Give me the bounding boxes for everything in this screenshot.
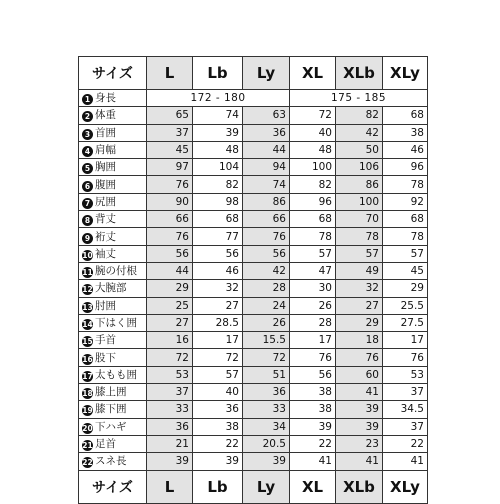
value-cell-lb: 74 xyxy=(193,107,243,124)
value-cell-ly: 20.5 xyxy=(243,435,290,452)
row-label xyxy=(79,366,147,383)
value-cell-xlb: 18 xyxy=(336,332,383,349)
value-cell-lb: 46 xyxy=(193,262,243,279)
value-cell-lb: 48 xyxy=(193,141,243,158)
measurement-row xyxy=(79,262,428,279)
value-cell-ly: 28 xyxy=(243,280,290,297)
row-label xyxy=(79,418,147,435)
measurement-row xyxy=(79,349,428,366)
row-label xyxy=(79,193,147,210)
row-label-text: 股下 xyxy=(95,351,116,364)
value-cell-l: 44 xyxy=(147,262,193,279)
measurement-row xyxy=(79,159,428,176)
row-label-text: 足首 xyxy=(95,438,116,451)
value-cell-xly: 37 xyxy=(383,418,428,435)
value-cell-ly: 76 xyxy=(243,228,290,245)
measurement-row xyxy=(79,332,428,349)
value-cell-xl: 38 xyxy=(290,384,336,401)
row-label xyxy=(79,107,147,124)
value-cell-ly: 94 xyxy=(243,159,290,176)
row-label-text: 裄丈 xyxy=(95,230,116,243)
row-label xyxy=(79,141,147,158)
number-badge-icon: 13 xyxy=(82,302,93,312)
value-cell-l: 45 xyxy=(147,141,193,158)
value-cell-l: 56 xyxy=(147,245,193,262)
number-badge-icon: 16 xyxy=(82,354,93,364)
number-badge-icon: 18 xyxy=(82,389,93,399)
value-cell-xl: 17 xyxy=(290,332,336,349)
row-label-text: 膝上囲 xyxy=(95,386,127,399)
header-size-l: L xyxy=(147,57,193,90)
value-cell-l: 76 xyxy=(147,176,193,193)
value-cell-ly: 66 xyxy=(243,211,290,228)
value-cell-ly: 36 xyxy=(243,384,290,401)
value-cell-xlb: 76 xyxy=(336,349,383,366)
row-label-text: 胸囲 xyxy=(95,161,116,174)
value-cell-xlb: 49 xyxy=(336,262,383,279)
header-size-lb: Lb xyxy=(193,57,243,90)
measurement-row xyxy=(79,228,428,245)
value-cell-xl: 56 xyxy=(290,366,336,383)
value-cell-xlb: 70 xyxy=(336,211,383,228)
value-cell-l: 33 xyxy=(147,401,193,418)
value-cell-xly: 68 xyxy=(383,211,428,228)
measurement-row xyxy=(79,107,428,124)
number-badge-icon: 11 xyxy=(82,268,93,278)
value-cell-xl: 48 xyxy=(290,141,336,158)
value-cell-ly: 26 xyxy=(243,314,290,331)
size-chart-table xyxy=(78,56,428,504)
row-label xyxy=(79,90,147,107)
value-cell-xly: 25.5 xyxy=(383,297,428,314)
value-cell-lb: 56 xyxy=(193,245,243,262)
row-label xyxy=(79,453,147,470)
value-cell-xly: 27.5 xyxy=(383,314,428,331)
row-label xyxy=(79,349,147,366)
measurement-row xyxy=(79,453,428,470)
row-label-text: 太もも囲 xyxy=(95,368,137,381)
value-cell-xl: 100 xyxy=(290,159,336,176)
number-badge-icon: 9 xyxy=(82,233,93,244)
value-cell-lb: 38 xyxy=(193,418,243,435)
value-cell-lb: 68 xyxy=(193,211,243,228)
header-size-xly: XLy xyxy=(383,57,428,90)
value-cell-xlb: 106 xyxy=(336,159,383,176)
value-cell-lb: 39 xyxy=(193,124,243,141)
footer-size-l: L xyxy=(147,470,193,503)
number-badge-icon: 12 xyxy=(82,285,93,295)
value-cell-l: 39 xyxy=(147,453,193,470)
row-label-text: 体重 xyxy=(95,109,116,122)
header-size-label: サイズ xyxy=(79,57,147,90)
value-cell-xlb: 41 xyxy=(336,384,383,401)
value-cell-xly: 17 xyxy=(383,332,428,349)
value-cell-l: 66 xyxy=(147,211,193,228)
row-label xyxy=(79,435,147,452)
number-badge-icon: 6 xyxy=(82,181,93,192)
value-cell-xly: 78 xyxy=(383,176,428,193)
measurement-row xyxy=(79,193,428,210)
number-badge-icon: 7 xyxy=(82,198,93,209)
measurement-row xyxy=(79,141,428,158)
value-cell-l: 29 xyxy=(147,280,193,297)
value-cell-lb: 104 xyxy=(193,159,243,176)
number-badge-icon: 21 xyxy=(82,441,93,451)
value-cell-xl: 30 xyxy=(290,280,336,297)
value-cell-xly: 46 xyxy=(383,141,428,158)
value-cell-ly: 44 xyxy=(243,141,290,158)
value-cell-lb: 39 xyxy=(193,453,243,470)
row-label-text: 袖丈 xyxy=(95,247,116,260)
row-label xyxy=(79,280,147,297)
value-cell-xlb: 42 xyxy=(336,124,383,141)
value-cell-xly: 41 xyxy=(383,453,428,470)
measurement-row xyxy=(79,401,428,418)
value-cell-l: 90 xyxy=(147,193,193,210)
value-cell-xl: 39 xyxy=(290,418,336,435)
row-label-text: 背丈 xyxy=(95,213,116,226)
row-label xyxy=(79,314,147,331)
value-cell-xlb: 39 xyxy=(336,418,383,435)
value-cell-xly: 29 xyxy=(383,280,428,297)
value-cell-xlb: 78 xyxy=(336,228,383,245)
row-label-text: 膝下囲 xyxy=(95,403,127,416)
value-cell-ly: 51 xyxy=(243,366,290,383)
number-badge-icon: 20 xyxy=(82,423,93,433)
header-row xyxy=(79,57,428,90)
value-cell-lb: 72 xyxy=(193,349,243,366)
header-size-xlb: XLb xyxy=(336,57,383,90)
value-cell-xl: 28 xyxy=(290,314,336,331)
value-cell-ly: 86 xyxy=(243,193,290,210)
number-badge-icon: 14 xyxy=(82,320,93,329)
value-cell-xl: 40 xyxy=(290,124,336,141)
row-label-text: 肩幅 xyxy=(95,144,116,157)
number-badge-icon: 1 xyxy=(82,94,93,105)
value-cell-l: 36 xyxy=(147,418,193,435)
row-label-text: 尻囲 xyxy=(95,195,116,208)
value-cell-xly: 37 xyxy=(383,384,428,401)
value-cell-l: 27 xyxy=(147,314,193,331)
row-label xyxy=(79,245,147,262)
row-label-text: 身長 xyxy=(95,92,116,105)
number-badge-icon: 10 xyxy=(82,250,93,260)
value-cell-xl: 76 xyxy=(290,349,336,366)
height-range-xl: 175 - 185 xyxy=(290,90,428,107)
value-cell-l: 76 xyxy=(147,228,193,245)
value-cell-xlb: 32 xyxy=(336,280,383,297)
value-cell-xly: 38 xyxy=(383,124,428,141)
row-label-text: 下ハギ xyxy=(95,420,127,433)
number-badge-icon: 3 xyxy=(82,129,93,140)
number-badge-icon: 22 xyxy=(82,458,93,468)
row-label xyxy=(79,159,147,176)
value-cell-xlb: 41 xyxy=(336,453,383,470)
value-cell-xlb: 50 xyxy=(336,141,383,158)
value-cell-l: 16 xyxy=(147,332,193,349)
value-cell-xl: 47 xyxy=(290,262,336,279)
row-label-text: 肘囲 xyxy=(95,299,116,312)
value-cell-l: 97 xyxy=(147,159,193,176)
row-label xyxy=(79,176,147,193)
value-cell-lb: 27 xyxy=(193,297,243,314)
row-label xyxy=(79,401,147,418)
value-cell-ly: 63 xyxy=(243,107,290,124)
footer-size-xlb: XLb xyxy=(336,470,383,503)
value-cell-xly: 45 xyxy=(383,262,428,279)
value-cell-xly: 76 xyxy=(383,349,428,366)
value-cell-ly: 36 xyxy=(243,124,290,141)
value-cell-xly: 53 xyxy=(383,366,428,383)
measurement-row xyxy=(79,314,428,331)
value-cell-lb: 77 xyxy=(193,228,243,245)
value-cell-xl: 96 xyxy=(290,193,336,210)
row-label-text: スネ長 xyxy=(95,455,127,468)
value-cell-xl: 78 xyxy=(290,228,336,245)
value-cell-ly: 24 xyxy=(243,297,290,314)
measurement-row xyxy=(79,176,428,193)
row-label-text: 大腕部 xyxy=(95,282,127,295)
measurement-row xyxy=(79,418,428,435)
number-badge-icon: 5 xyxy=(82,163,93,174)
value-cell-xly: 96 xyxy=(383,159,428,176)
value-cell-xl: 68 xyxy=(290,211,336,228)
row-label xyxy=(79,228,147,245)
value-cell-l: 37 xyxy=(147,384,193,401)
footer-row xyxy=(79,470,428,503)
value-cell-xly: 57 xyxy=(383,245,428,262)
footer-size-ly: Ly xyxy=(243,470,290,503)
value-cell-xlb: 29 xyxy=(336,314,383,331)
measurement-row xyxy=(79,297,428,314)
value-cell-xl: 26 xyxy=(290,297,336,314)
row-label xyxy=(79,124,147,141)
value-cell-lb: 40 xyxy=(193,384,243,401)
value-cell-ly: 56 xyxy=(243,245,290,262)
value-cell-ly: 33 xyxy=(243,401,290,418)
measurement-row xyxy=(79,435,428,452)
value-cell-xly: 34.5 xyxy=(383,401,428,418)
footer-size-lb: Lb xyxy=(193,470,243,503)
value-cell-ly: 34 xyxy=(243,418,290,435)
value-cell-ly: 39 xyxy=(243,453,290,470)
value-cell-xl: 82 xyxy=(290,176,336,193)
row-label-text: 腕の付根 xyxy=(95,265,137,278)
number-badge-icon: 19 xyxy=(82,406,93,416)
value-cell-xlb: 100 xyxy=(336,193,383,210)
value-cell-lb: 98 xyxy=(193,193,243,210)
value-cell-lb: 82 xyxy=(193,176,243,193)
number-badge-icon: 4 xyxy=(82,146,93,157)
height-row xyxy=(79,90,428,107)
measurement-row xyxy=(79,211,428,228)
value-cell-xly: 92 xyxy=(383,193,428,210)
row-label xyxy=(79,211,147,228)
value-cell-l: 25 xyxy=(147,297,193,314)
row-label xyxy=(79,384,147,401)
measurement-row xyxy=(79,366,428,383)
value-cell-ly: 74 xyxy=(243,176,290,193)
value-cell-lb: 57 xyxy=(193,366,243,383)
value-cell-xlb: 27 xyxy=(336,297,383,314)
number-badge-icon: 15 xyxy=(82,337,93,347)
measurement-row xyxy=(79,280,428,297)
row-label-text: 手首 xyxy=(95,334,116,347)
value-cell-xl: 41 xyxy=(290,453,336,470)
row-label xyxy=(79,297,147,314)
number-badge-icon: 17 xyxy=(82,371,93,381)
measurement-row xyxy=(79,245,428,262)
value-cell-xl: 72 xyxy=(290,107,336,124)
value-cell-xly: 22 xyxy=(383,435,428,452)
value-cell-l: 21 xyxy=(147,435,193,452)
value-cell-xlb: 23 xyxy=(336,435,383,452)
value-cell-xlb: 82 xyxy=(336,107,383,124)
value-cell-xly: 68 xyxy=(383,107,428,124)
value-cell-lb: 17 xyxy=(193,332,243,349)
value-cell-l: 37 xyxy=(147,124,193,141)
height-range-l: 172 - 180 xyxy=(147,90,290,107)
value-cell-xl: 38 xyxy=(290,401,336,418)
number-badge-icon: 2 xyxy=(82,111,93,122)
value-cell-xl: 57 xyxy=(290,245,336,262)
value-cell-xlb: 60 xyxy=(336,366,383,383)
footer-size-xl: XL xyxy=(290,470,336,503)
header-size-xl: XL xyxy=(290,57,336,90)
value-cell-xlb: 39 xyxy=(336,401,383,418)
value-cell-lb: 32 xyxy=(193,280,243,297)
value-cell-xlb: 86 xyxy=(336,176,383,193)
value-cell-xly: 78 xyxy=(383,228,428,245)
value-cell-lb: 36 xyxy=(193,401,243,418)
value-cell-l: 53 xyxy=(147,366,193,383)
row-label-text: 腹囲 xyxy=(95,178,116,191)
value-cell-lb: 28.5 xyxy=(193,314,243,331)
footer-size-label: サイズ xyxy=(79,470,147,503)
header-size-ly: Ly xyxy=(243,57,290,90)
value-cell-xl: 22 xyxy=(290,435,336,452)
value-cell-ly: 72 xyxy=(243,349,290,366)
measurement-row xyxy=(79,384,428,401)
value-cell-ly: 15.5 xyxy=(243,332,290,349)
row-label xyxy=(79,332,147,349)
value-cell-l: 65 xyxy=(147,107,193,124)
number-badge-icon: 8 xyxy=(82,215,93,226)
row-label-text: 首囲 xyxy=(95,126,116,139)
value-cell-xlb: 57 xyxy=(336,245,383,262)
row-label xyxy=(79,262,147,279)
value-cell-l: 72 xyxy=(147,349,193,366)
value-cell-lb: 22 xyxy=(193,435,243,452)
measurement-row xyxy=(79,124,428,141)
row-label-text: 下はく囲 xyxy=(95,317,137,329)
footer-size-xly: XLy xyxy=(383,470,428,503)
value-cell-ly: 42 xyxy=(243,262,290,279)
